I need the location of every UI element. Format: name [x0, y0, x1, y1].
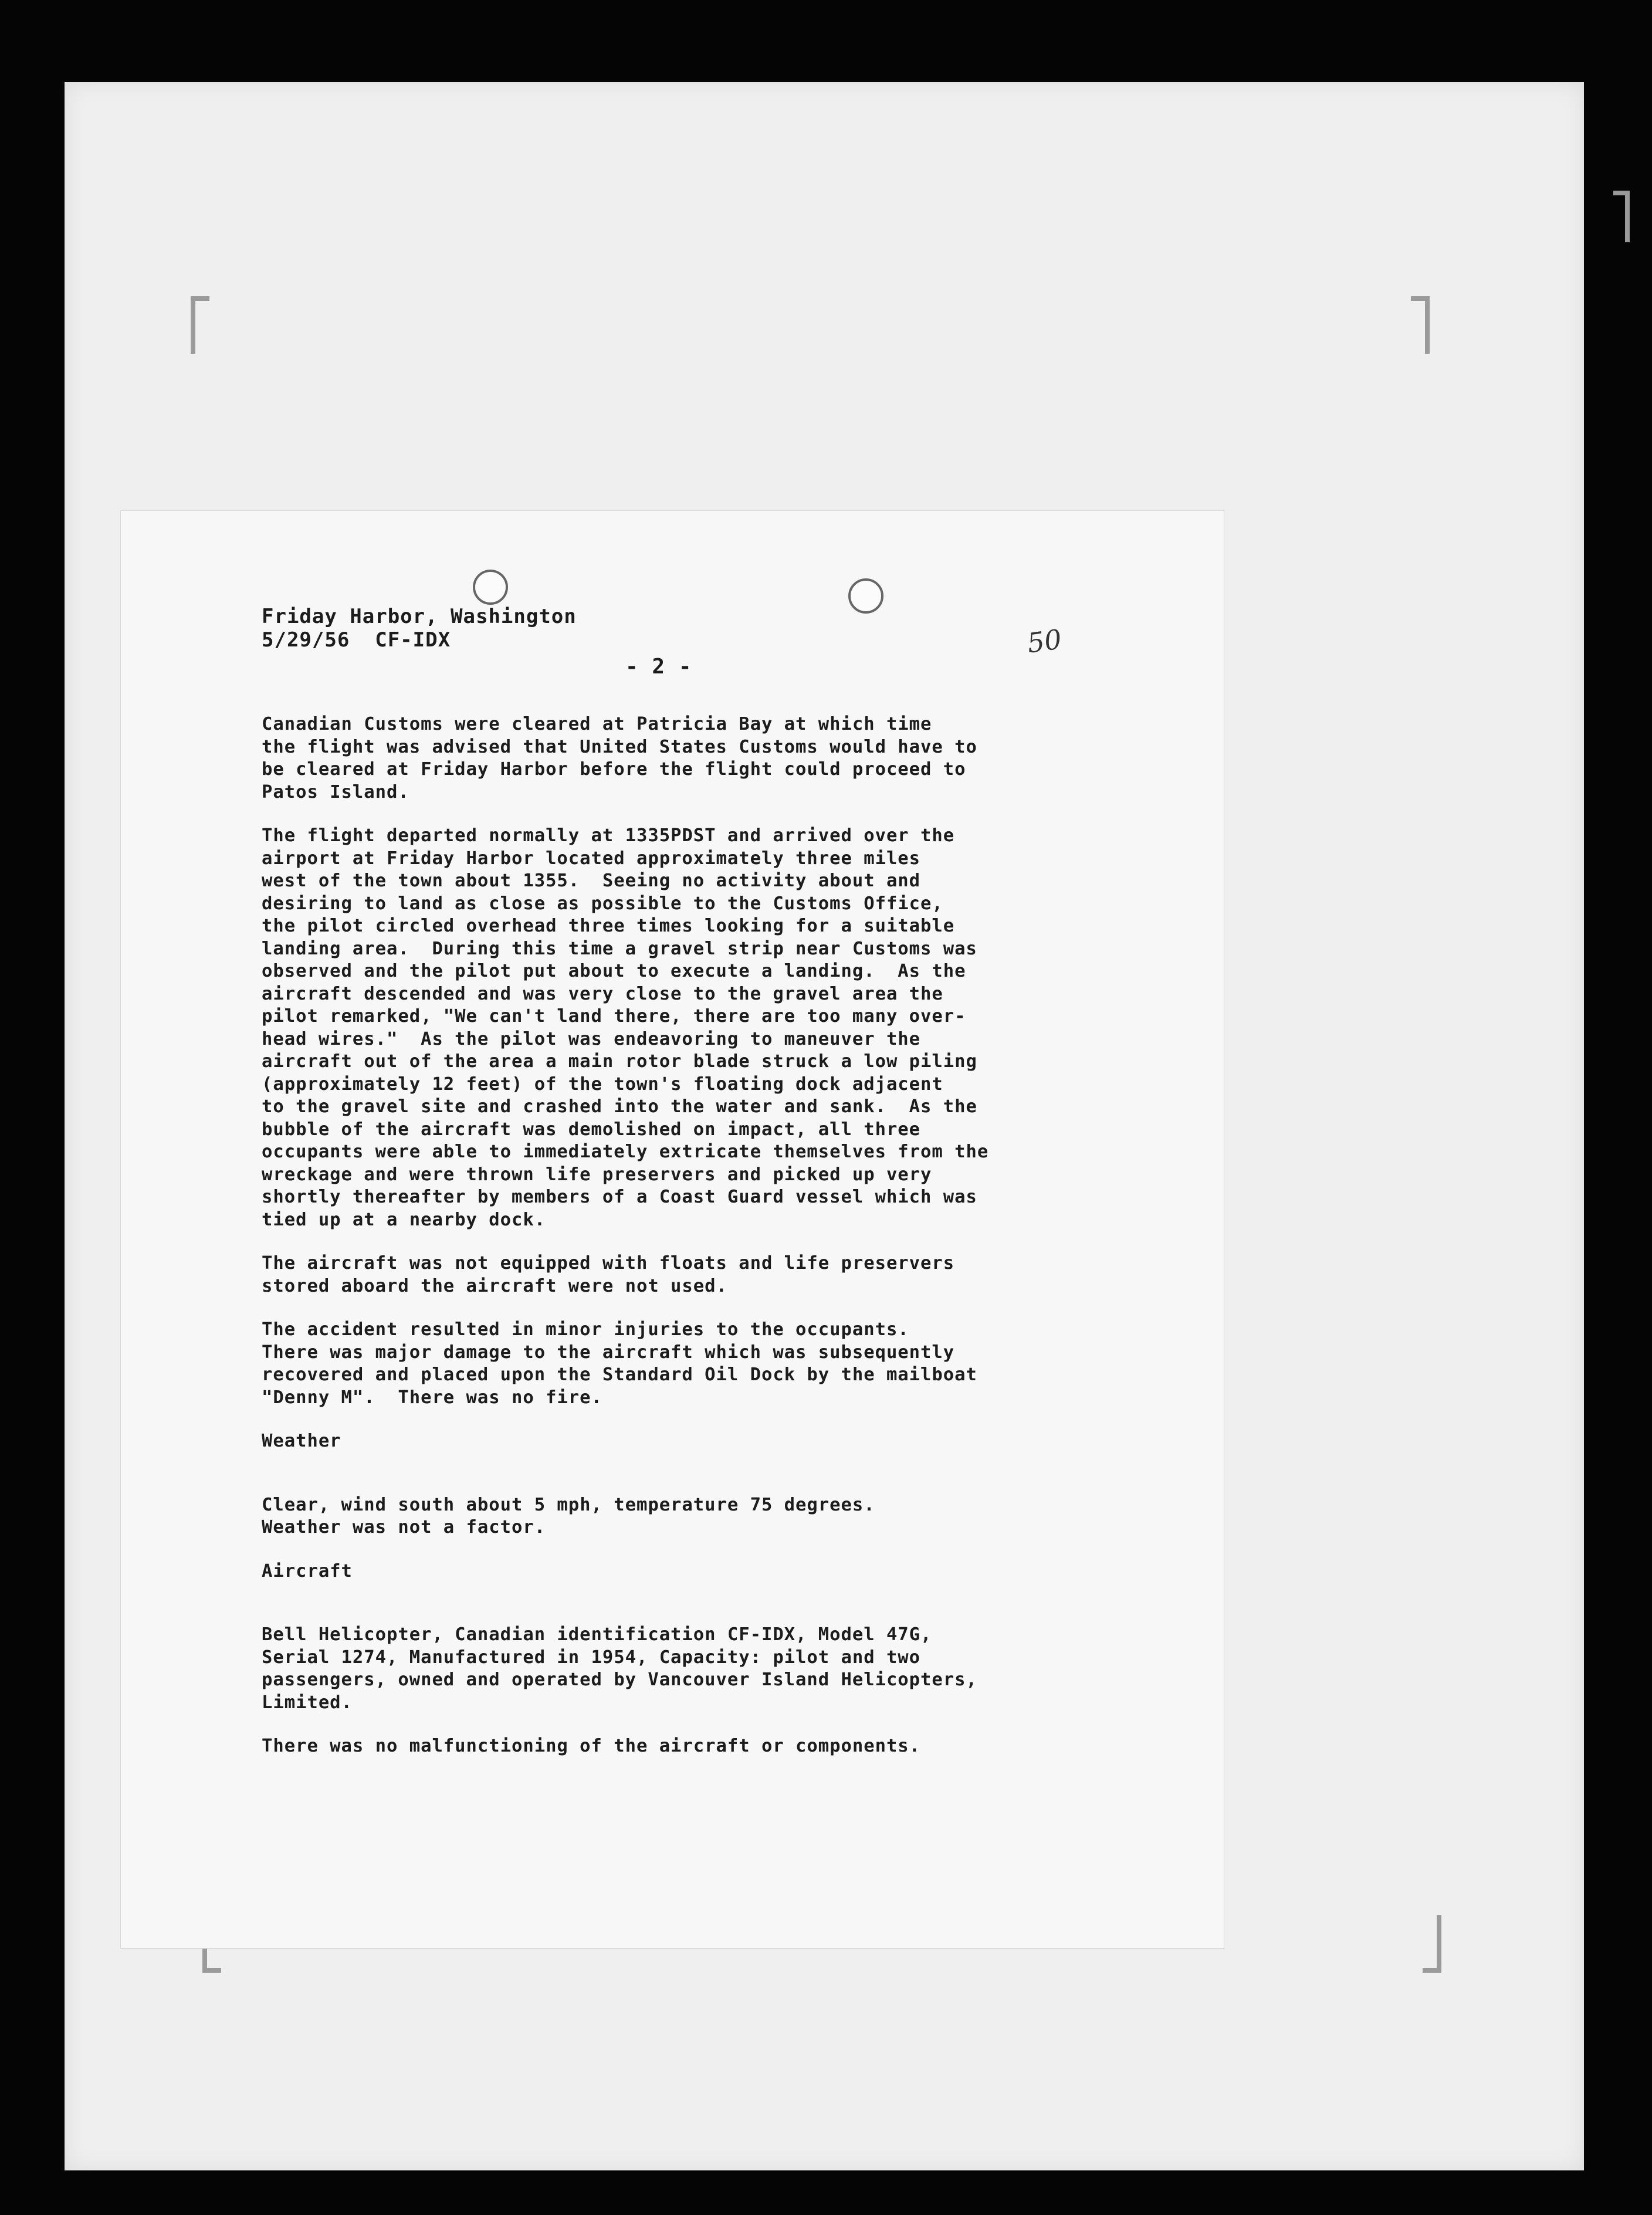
- handwritten-page-annotation: 50: [1025, 623, 1064, 659]
- punch-hole-right: [848, 578, 883, 614]
- paragraph-weather: Clear, wind south about 5 mph, temperature 75 degrees. Weather was not a factor.: [262, 1494, 875, 1537]
- paragraph-flight-narrative: The flight departed normally at 1335PDST and arrived over the airport at Friday Harbor located approximately three miles west of the town about 1355. Seeing no activity about and desiring to land as close as possible to the Customs Office, the pilot circled overhead three times looking for a suitable landing area. During this time a gravel strip near Customs was observed and the pilot put about to execute a landing. As the aircraft descended and was very close to the gravel area the pilot remarked, "We can't land there, there are too many over- head wires." As the pilot was endeavoring to maneuver the aircraft out of the area a main rotor blade struck a low piling (approximately 12 feet) of the town's floating dock adjacent to the gravel site and crashed into the water and sank. As the bubble of the aircraft was demolished on impact, all three occupants were able to immediately extricate themselves from the wreckage and were thrown life preservers and picked up very shortly thereafter by members of a Coast Guard vessel which was tied up at a nearby dock.: [262, 825, 989, 1230]
- paragraph-injuries-damage: The accident resulted in minor injuries to the occupants. There was major damage to the aircraft which was subsequently recovered and placed upon the Standard Oil Dock by the mailboat "Denny M". There was no fire.: [262, 1319, 977, 1408]
- paragraph-equipment: The aircraft was not equipped with floats and life preservers stored aboard the aircraft were not used.: [262, 1253, 955, 1296]
- paragraph-aircraft: Bell Helicopter, Canadian identification CF-IDX, Model 47G, Serial 1274, Manufactured in 1954, Capacity: pilot and two passengers, owned and operated by Vancouver Island Helicopters, Limited.: [262, 1624, 977, 1713]
- paragraph-closing: There was no malfunctioning of the aircraft or components.: [262, 1736, 921, 1756]
- crop-mark-bottom-right: [1423, 1915, 1441, 1973]
- report-body: [262, 713, 1177, 1779]
- crop-mark-top-right: [1411, 296, 1430, 354]
- crop-mark-top-left: [191, 296, 209, 354]
- typed-page: [120, 510, 1224, 1949]
- paragraph-customs: Canadian Customs were cleared at Patricia Bay at which time the flight was advised that United States Customs would have to be cleared at Friday Harbor before the flight could proceed to Patos Island.: [262, 714, 977, 802]
- punch-hole-left: [473, 570, 508, 605]
- page-header: [262, 605, 577, 652]
- section-heading-aircraft: Aircraft: [262, 1560, 353, 1581]
- header-location: Friday Harbor, Washington: [262, 605, 577, 628]
- header-date-ident: 5/29/56 CF-IDX: [262, 628, 451, 652]
- page-number: - 2 -: [625, 655, 692, 679]
- section-heading-weather: Weather: [262, 1431, 341, 1451]
- crop-mark-top-right-corner: [1613, 191, 1630, 242]
